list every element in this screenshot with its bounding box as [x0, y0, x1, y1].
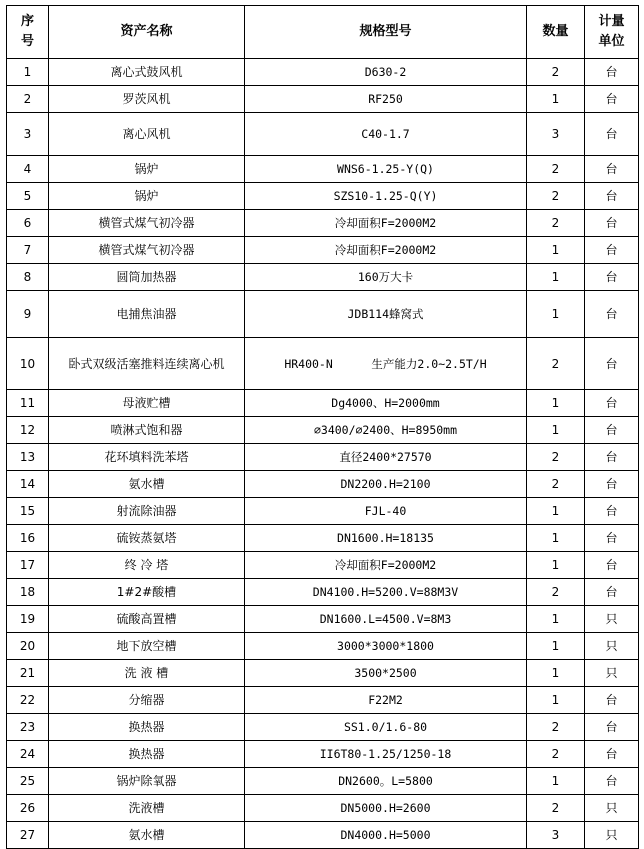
spec-model: HR400-N [284, 356, 333, 371]
row-unit: 台 [585, 417, 639, 444]
row-no: 7 [7, 237, 49, 264]
row-no: 20 [7, 633, 49, 660]
table-row [7, 59, 639, 86]
table-row [7, 795, 639, 822]
row-spec: 3500*2500 [245, 660, 527, 687]
table-row [7, 113, 639, 156]
row-name: 氨水槽 [49, 471, 245, 498]
row-qty: 3 [527, 822, 585, 849]
row-name: 离心风机 [49, 113, 245, 156]
table-row [7, 183, 639, 210]
table-row [7, 741, 639, 768]
row-spec: 冷却面积F=2000M2 [245, 237, 527, 264]
row-no: 1 [7, 59, 49, 86]
row-unit: 台 [585, 237, 639, 264]
row-name: 横管式煤气初冷器 [49, 237, 245, 264]
header-asset-name: 资产名称 [49, 6, 245, 59]
row-no: 23 [7, 714, 49, 741]
row-name: 洗液槽 [49, 795, 245, 822]
row-no: 25 [7, 768, 49, 795]
row-spec: ∅3400/∅2400、H=8950mm [245, 417, 527, 444]
row-unit: 只 [585, 606, 639, 633]
row-name: 锅炉 [49, 156, 245, 183]
row-unit: 台 [585, 768, 639, 795]
row-spec: Dg4000、H=2000mm [245, 390, 527, 417]
row-spec: 160万大卡 [245, 264, 527, 291]
table-header-row [7, 6, 639, 59]
row-name: 横管式煤气初冷器 [49, 210, 245, 237]
row-no: 6 [7, 210, 49, 237]
row-qty: 1 [527, 525, 585, 552]
row-no: 5 [7, 183, 49, 210]
row-qty: 1 [527, 552, 585, 579]
row-qty: 1 [527, 390, 585, 417]
row-spec: JDB114蜂窝式 [245, 291, 527, 338]
row-spec: F22M2 [245, 687, 527, 714]
spec-capacity: 生产能力2.0~2.5T/H [371, 356, 487, 371]
row-unit: 台 [585, 579, 639, 606]
row-qty: 2 [527, 579, 585, 606]
row-spec: 直径2400*27570 [245, 444, 527, 471]
row-no: 11 [7, 390, 49, 417]
row-unit: 台 [585, 156, 639, 183]
row-unit: 台 [585, 210, 639, 237]
row-name: 锅炉 [49, 183, 245, 210]
row-spec: DN4100.H=5200.V=88M3V [245, 579, 527, 606]
row-no: 8 [7, 264, 49, 291]
header-unit: 计量单位 [585, 6, 639, 59]
row-no: 13 [7, 444, 49, 471]
row-no: 12 [7, 417, 49, 444]
row-no: 27 [7, 822, 49, 849]
row-unit: 台 [585, 741, 639, 768]
row-name: 锅炉除氧器 [49, 768, 245, 795]
row-name: 终 冷 塔 [49, 552, 245, 579]
row-no: 4 [7, 156, 49, 183]
asset-table-container [6, 5, 638, 849]
row-qty: 2 [527, 338, 585, 390]
row-no: 21 [7, 660, 49, 687]
table-row [7, 264, 639, 291]
row-qty: 2 [527, 795, 585, 822]
row-spec: WNS6-1.25-Y(Q) [245, 156, 527, 183]
row-name: 射流除油器 [49, 498, 245, 525]
row-name: 喷淋式饱和器 [49, 417, 245, 444]
table-row [7, 768, 639, 795]
row-unit: 台 [585, 471, 639, 498]
row-qty: 2 [527, 714, 585, 741]
row-name: 离心式鼓风机 [49, 59, 245, 86]
header-spec-model: 规格型号 [245, 6, 527, 59]
row-spec: DN5000.H=2600 [245, 795, 527, 822]
row-no: 17 [7, 552, 49, 579]
row-unit: 台 [585, 525, 639, 552]
row-spec: SS1.0/1.6-80 [245, 714, 527, 741]
row-qty: 1 [527, 633, 585, 660]
row-no: 9 [7, 291, 49, 338]
table-row [7, 525, 639, 552]
table-row [7, 498, 639, 525]
row-unit: 台 [585, 498, 639, 525]
asset-table [6, 5, 639, 849]
row-unit: 台 [585, 113, 639, 156]
row-unit: 台 [585, 291, 639, 338]
row-unit: 只 [585, 633, 639, 660]
row-unit: 台 [585, 687, 639, 714]
row-no: 3 [7, 113, 49, 156]
row-name: 母液贮槽 [49, 390, 245, 417]
row-spec: DN2600。L=5800 [245, 768, 527, 795]
row-unit: 台 [585, 86, 639, 113]
table-row [7, 237, 639, 264]
row-name: 圆筒加热器 [49, 264, 245, 291]
row-qty: 3 [527, 113, 585, 156]
table-row [7, 291, 639, 338]
row-unit: 只 [585, 795, 639, 822]
table-row [7, 417, 639, 444]
row-spec: DN2200.H=2100 [245, 471, 527, 498]
row-unit: 台 [585, 390, 639, 417]
row-spec-multi [245, 356, 526, 372]
row-qty: 2 [527, 59, 585, 86]
row-qty: 1 [527, 291, 585, 338]
row-name: 1#2#酸槽 [49, 579, 245, 606]
row-qty: 2 [527, 156, 585, 183]
row-no: 15 [7, 498, 49, 525]
row-qty: 1 [527, 687, 585, 714]
row-spec: DN1600.L=4500.V=8M3 [245, 606, 527, 633]
row-unit: 台 [585, 714, 639, 741]
row-unit: 只 [585, 660, 639, 687]
row-qty: 2 [527, 444, 585, 471]
row-spec: DN1600.H=18135 [245, 525, 527, 552]
row-name: 罗茨风机 [49, 86, 245, 113]
table-row [7, 210, 639, 237]
row-spec: FJL-40 [245, 498, 527, 525]
row-qty: 2 [527, 741, 585, 768]
table-row [7, 606, 639, 633]
row-no: 14 [7, 471, 49, 498]
header-serial-no: 序号 [7, 6, 49, 59]
table-row [7, 86, 639, 113]
row-qty: 1 [527, 606, 585, 633]
row-name: 硫酸高置槽 [49, 606, 245, 633]
table-row [7, 822, 639, 849]
table-row [7, 660, 639, 687]
header-quantity: 数量 [527, 6, 585, 59]
table-row [7, 552, 639, 579]
row-unit: 台 [585, 183, 639, 210]
row-unit: 台 [585, 338, 639, 390]
row-qty: 2 [527, 210, 585, 237]
row-name: 硫铵蒸氨塔 [49, 525, 245, 552]
row-name: 电捕焦油器 [49, 291, 245, 338]
row-no: 22 [7, 687, 49, 714]
row-qty: 1 [527, 237, 585, 264]
row-qty: 1 [527, 768, 585, 795]
row-no: 10 [7, 338, 49, 390]
row-name: 换热器 [49, 741, 245, 768]
row-unit: 台 [585, 264, 639, 291]
row-unit: 台 [585, 552, 639, 579]
row-unit: 台 [585, 444, 639, 471]
row-qty: 1 [527, 660, 585, 687]
row-qty: 2 [527, 183, 585, 210]
table-row [7, 579, 639, 606]
row-name: 换热器 [49, 714, 245, 741]
row-unit: 只 [585, 822, 639, 849]
row-spec: 3000*3000*1800 [245, 633, 527, 660]
row-no: 18 [7, 579, 49, 606]
row-no: 2 [7, 86, 49, 113]
row-spec: SZS10-1.25-Q(Y) [245, 183, 527, 210]
table-row [7, 390, 639, 417]
table-row [7, 687, 639, 714]
row-unit: 台 [585, 59, 639, 86]
row-name: 花环填料洗苯塔 [49, 444, 245, 471]
table-row [7, 156, 639, 183]
table-row [7, 338, 639, 390]
row-spec: RF250 [245, 86, 527, 113]
row-name: 地下放空槽 [49, 633, 245, 660]
table-row [7, 714, 639, 741]
row-spec [245, 338, 527, 390]
row-spec: II6T80-1.25/1250-18 [245, 741, 527, 768]
table-row [7, 471, 639, 498]
row-qty: 1 [527, 86, 585, 113]
table-row [7, 444, 639, 471]
row-spec: 冷却面积F=2000M2 [245, 210, 527, 237]
row-name: 卧式双级活塞推料连续离心机 [49, 338, 245, 390]
table-row [7, 633, 639, 660]
row-spec: C40-1.7 [245, 113, 527, 156]
row-qty: 2 [527, 471, 585, 498]
row-spec: DN4000.H=5000 [245, 822, 527, 849]
row-no: 16 [7, 525, 49, 552]
row-name: 氨水槽 [49, 822, 245, 849]
row-no: 19 [7, 606, 49, 633]
row-qty: 1 [527, 417, 585, 444]
row-name: 分缩器 [49, 687, 245, 714]
row-spec: 冷却面积F=2000M2 [245, 552, 527, 579]
row-qty: 1 [527, 498, 585, 525]
row-qty: 1 [527, 264, 585, 291]
row-name: 洗 液 槽 [49, 660, 245, 687]
row-spec: D630-2 [245, 59, 527, 86]
row-no: 26 [7, 795, 49, 822]
row-no: 24 [7, 741, 49, 768]
